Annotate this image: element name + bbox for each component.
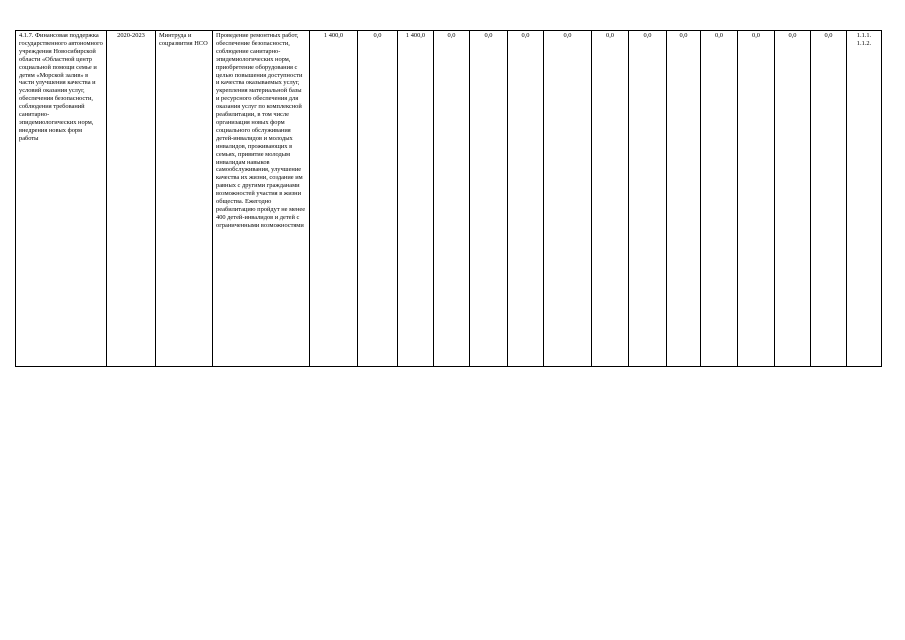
value-cell: 0,0	[508, 31, 544, 367]
value-cell: 0,0	[811, 31, 847, 367]
value-cell: 0,0	[775, 31, 811, 367]
value-cell: 0,0	[434, 31, 470, 367]
executor-cell: Минтруда и соцразвития НСО	[156, 31, 213, 367]
value-cell: 0,0	[470, 31, 508, 367]
description-cell: Проведение ремонтных работ, обеспечение безопасности, соблюдение санитарно-эпидемиологических норм, приобретение оборудования с целью повышения доступности и качества оказываемых услуг, укрепления материальной базы и ресурсного обеспечения для оказания услуг по комплексной реабилитации, в том числе организация новых форм социального обслуживания детей-инвалидов и молодых инвалидов, проживающих в семьях, привитие молодым инвалидам навыков самообслуживания, улучшение качества их жизни, создание им равных с другими гражданами возможностей участия в жизни общества. Ежегодно реабилитацию пройдут не менее 400 детей-инвалидов и детей с ограниченными возможностями	[213, 31, 310, 367]
table-row	[16, 31, 882, 367]
value-cell: 0,0	[629, 31, 667, 367]
value-cell: 0,0	[358, 31, 398, 367]
period-cell: 2020-2023	[107, 31, 156, 367]
value-cell: 0,0	[544, 31, 592, 367]
value-cell: 0,0	[738, 31, 775, 367]
refs-cell: 1.1.1. 1.1.2.	[847, 31, 882, 367]
program-measures-table	[15, 30, 882, 367]
value-cell: 0,0	[592, 31, 629, 367]
value-cell: 1 400,0	[398, 31, 434, 367]
measure-name-cell: 4.1.7. Финансовая поддержка государственного автономного учреждения Новосибирской области «Областной центр социальной помощи семье и детям «Морской залив» в части улучшения качества и условий оказания услуг, обеспечения безопасности, соблюдения требований санитарно-эпидемиологических норм, внедрения новых форм работы	[16, 31, 107, 367]
value-cell: 1 400,0	[310, 31, 358, 367]
value-cell: 0,0	[667, 31, 701, 367]
value-cell: 0,0	[701, 31, 738, 367]
